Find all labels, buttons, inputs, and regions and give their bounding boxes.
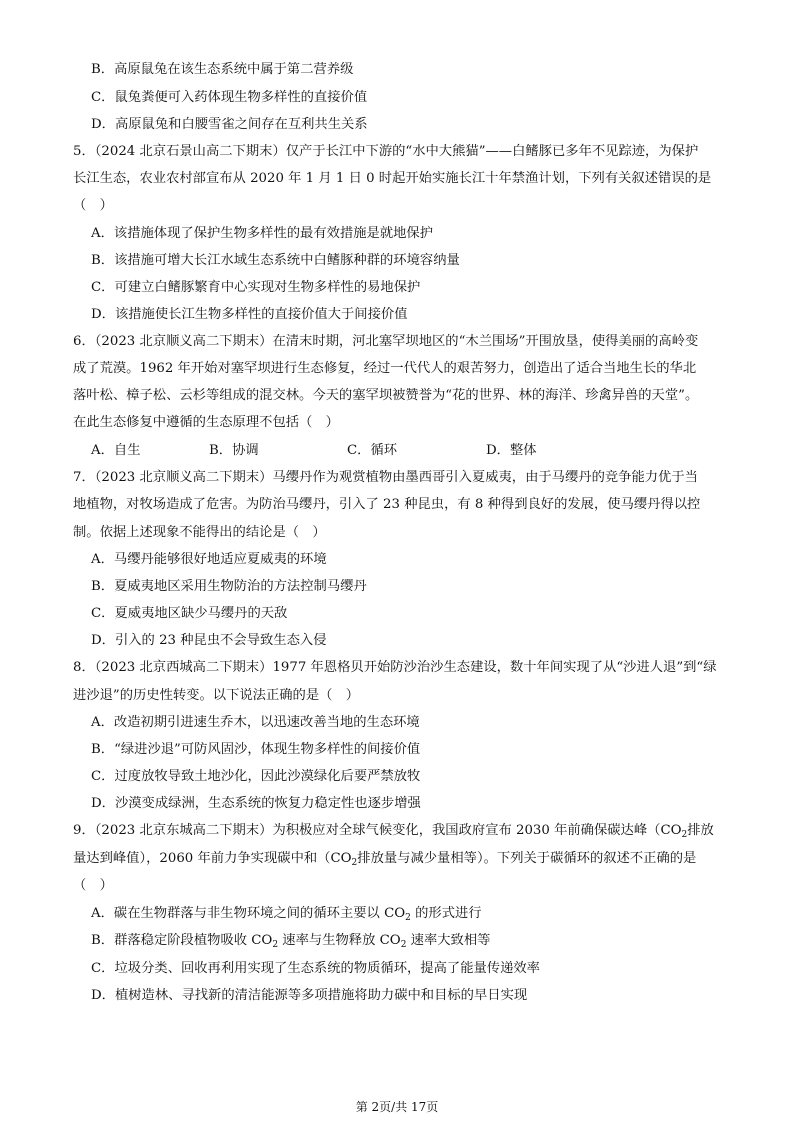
- q7-option-b: B．夏威夷地区采用生物防治的方法控制马缨丹: [91, 579, 367, 594]
- q6-stem-line2: 成了荒漠。1962 年开始对塞罕坝进行生态修复，经过一代代人的艰苦努力，创造出了适合当地生长的华北: [73, 361, 697, 376]
- q8-stem-line2: 进沙退”的历史性转变。以下说法正确的是（ ）: [73, 688, 360, 703]
- q9-option-a: [0, 906, 794, 923]
- q8-stem-line1: 8．（2023 北京西城高二下期末）1977 年恩格贝开始防沙治沙生态建设，数十年间实现了从“沙进人退”到“绿: [73, 660, 717, 675]
- q5-option-b: B．该措施可增大长江水域生态系统中白鳍豚种群的环境容纳量: [91, 253, 460, 268]
- q9-option-c: C．垃圾分类、回收再利用实现了生态系统的物质循环，提高了能量传递效率: [91, 961, 540, 976]
- q9-stem-line1-tail: 排放: [687, 823, 714, 838]
- q4-option-c: C．鼠兔粪便可入药体现生物多样性的直接价值: [91, 90, 368, 105]
- q9-stem-line2-tail: 排放量与减少量相等）。下列关于碳循环的叙述不正确的是: [357, 851, 697, 866]
- co2-subscript: 2: [681, 830, 688, 840]
- co2-subscript: 2: [400, 940, 407, 950]
- q9-option-d: D．植树造林、寻找新的清洁能源等多项措施将助力碳中和目标的早日实现: [91, 988, 528, 1003]
- q5-option-a: A．该措施体现了保护生物多样性的最有效措施是就地保护: [91, 226, 434, 241]
- q8-option-c: C．过度放牧导致土地沙化，因此沙漠绿化后要严禁放牧: [91, 769, 421, 784]
- q9-option-b: [0, 933, 794, 950]
- q6-stem-line4: 在此生态修复中遵循的生态原理不包括（ ）: [73, 415, 339, 430]
- q7-option-c: C．夏威夷地区缺少马缨丹的天敌: [91, 606, 288, 621]
- q7-stem-line3: 制。依据上述现象不能得出的结论是（ ）: [73, 525, 326, 540]
- q7-stem-line1: 7．（2023 北京顺义高二下期末）马缨丹作为观赏植物由墨西哥引入夏威夷，由于马缨丹的竞争能力优于当: [73, 470, 698, 485]
- q5-stem-line1: 5．（2024 北京石景山高二下期末）仅产于长江中下游的“水中大熊猫”——白鳍豚已多年不见踪迹，为保护: [73, 144, 699, 159]
- q9-stem-line1-text: 9．（2023 北京东城高二下期末）为积极应对全球气候变化，我国政府宣布 2030 年前确保碳达峰（CO: [73, 823, 682, 838]
- co2-subscript: 2: [272, 940, 279, 950]
- q9-option-b-tail: 速率大致相等: [406, 933, 491, 948]
- co2-subscript: 2: [405, 913, 411, 923]
- q7-option-a: A．马缨丹能够很好地适应夏威夷的环境: [91, 552, 327, 567]
- q6-stem-line1: 6．（2023 北京顺义高二下期末）在清末时期，河北塞罕坝地区的“木兰围场”开围放垦，使得美丽的高岭变: [73, 334, 699, 349]
- q9-stem-line2-text: 量达到峰值），2060 年前力争实现碳中和（CO: [73, 851, 352, 866]
- q6-option-c: C．循环: [347, 443, 398, 458]
- q5-stem-line3: （ ）: [73, 198, 113, 213]
- q6-stem-line3: 落叶松、樟子松、云杉等组成的混交林。今天的塞罕坝被赞誉为“花的世界、林的海洋、珍禽异兽的天堂”。: [73, 388, 699, 403]
- q9-option-b-text: B．群落稳定阶段植物吸收 CO: [91, 933, 273, 948]
- q7-option-d: D．引入的 23 种昆虫不会导致生态入侵: [91, 633, 327, 648]
- page-number-footer: 第 2页/共 17页: [355, 1100, 439, 1114]
- q9-stem-line2: [0, 851, 794, 868]
- q6-option-b: B．协调: [209, 443, 259, 458]
- q7-stem-line2: 地植物，对牧场造成了危害。为防治马缨丹，引入了 23 种昆虫，有 8 种得到良好的发展，使马缨丹得以控: [73, 497, 701, 512]
- q5-stem-line2: 长江生态，农业农村部宣布从 2020 年 1 月 1 日 0 时起开始实施长江十年禁渔计划，下列有关叙述错误的是: [73, 171, 712, 186]
- q9-option-b-mid: 速率与生物释放 CO: [278, 933, 401, 948]
- q6-option-d: D．整体: [486, 443, 537, 458]
- q6-options-row: [0, 443, 794, 459]
- q6-option-a: A．自生: [91, 443, 141, 458]
- q8-option-b: B．“绿进沙退”可防风固沙，体现生物多样性的间接价值: [91, 742, 421, 757]
- q8-option-a: A．改造初期引进速生乔木，以迅速改善当地的生态环境: [91, 715, 420, 730]
- co2-subscript: 2: [351, 858, 358, 868]
- q5-option-c: C．可建立白鳍豚繁育中心实现对生物多样性的易地保护: [91, 280, 421, 295]
- q5-option-d: D．该措施使长江生物多样性的直接价值大于间接价值: [91, 307, 408, 322]
- q4-option-d: D．高原鼠兔和白腰雪雀之间存在互利共生关系: [91, 117, 368, 132]
- q9-stem-line1: [0, 823, 794, 840]
- q9-option-a-text: A．碳在生物群落与非生物环境之间的循环主要以 CO: [91, 906, 406, 921]
- q9-stem-line3: （ ）: [73, 878, 113, 893]
- q9-option-a-tail: 的形式进行: [410, 906, 482, 921]
- q8-option-d: D．沙漠变成绿洲，生态系统的恢复力稳定性也逐步增强: [91, 796, 421, 811]
- q4-option-b: B．高原鼠兔在该生态系统中属于第二营养级: [91, 62, 354, 77]
